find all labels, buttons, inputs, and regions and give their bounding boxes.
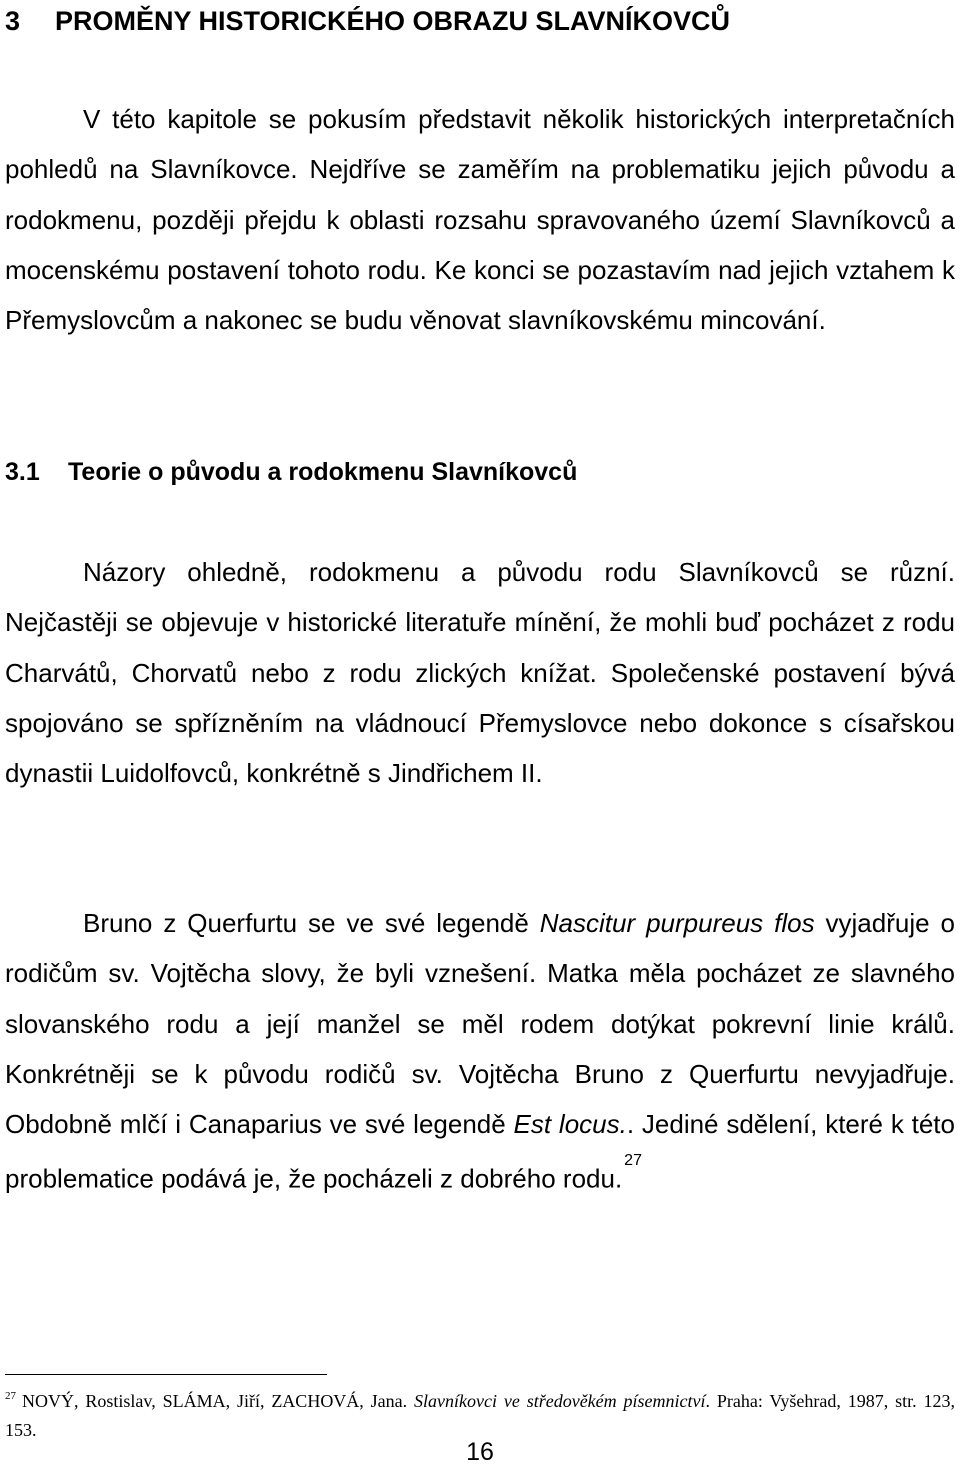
section-heading (5, 452, 955, 492)
bruno-paragraph (5, 898, 955, 1204)
footnote-book-title: Slavníkovci ve středověkém písemnictví (414, 1391, 706, 1411)
bruno-paragraph-part-3: . Jediné sdělení, které k této problematice podává je, že pocházeli z dobrého rodu. (5, 1109, 955, 1195)
footnote (5, 1388, 955, 1443)
section-number: 3.1 (5, 458, 40, 486)
footnote-text-before: NOVÝ, Rostislav, SLÁMA, Jiří, ZACHOVÁ, Jana. (22, 1391, 415, 1411)
chapter-number: 3 (5, 6, 21, 36)
origin-paragraph-text: Názory ohledně, rodokmenu a původu rodu Slavníkovců se různí. Nejčastěji se objevuje v historické literatuře mínění, že mohli buď pocházet z rodu Charvátů, Chorvatů nebo z rodu zlických knížat. Společenské postavení bývá spojováno se spřízněním na vládnoucí Přemyslovce nebo dokonce s císařskou dynastii Luidolfovců, konkrétně s Jindřichem II. (5, 557, 955, 789)
chapter-heading (5, 2, 955, 40)
origin-paragraph (5, 547, 955, 798)
intro-paragraph (5, 94, 955, 345)
chapter-title: PROMĚNY HISTORICKÉHO OBRAZU SLAVNÍKOVCŮ (55, 6, 731, 36)
intro-paragraph-text: V této kapitole se pokusím představit několik historických interpretačních pohledů na Slavníkovce. Nejdříve se zaměřím na problematiku jejich původu a rodokmenu, později přejdu k oblasti rozsahu spravovaného území Slavníkovců a mocenskému postavení tohoto rodu. Ke konci se pozastavím nad jejich vztahem k Přemyslovcům a nakonec se budu věnovat slavníkovskému mincování. (5, 104, 955, 336)
footnote-separator (5, 1374, 327, 1375)
footnote-text-after: . Praha: Vyšehrad, 1987, str. 123, 153. (5, 1391, 955, 1440)
legend-title-est-locus: Est locus. (513, 1109, 627, 1140)
footnote-number: 27 (5, 1390, 16, 1402)
bruno-paragraph-part-2: vyjadřuje o rodičům sv. Vojtěcha slovy, že byli vznešení. Matka měla pocházet ze slavného slovanského rodu a její manžel se měl rodem dotýkat pokrevní linie králů. Konkrétněji se k původu rodičů sv. Vojtěcha Bruno z Querfurtu nevyjadřuje. Obdobně mlčí i Canaparius ve své legendě (5, 908, 955, 1140)
footnote-reference[interactable]: 27 (624, 1152, 642, 1170)
bruno-paragraph-part-1: Bruno z Querfurtu se ve své legendě (83, 908, 540, 938)
section-title: Teorie o původu a rodokmenu Slavníkovců (68, 458, 578, 486)
legend-title-nascitur: Nascitur purpureus flos (539, 908, 815, 938)
page-number: 16 (466, 1438, 494, 1466)
